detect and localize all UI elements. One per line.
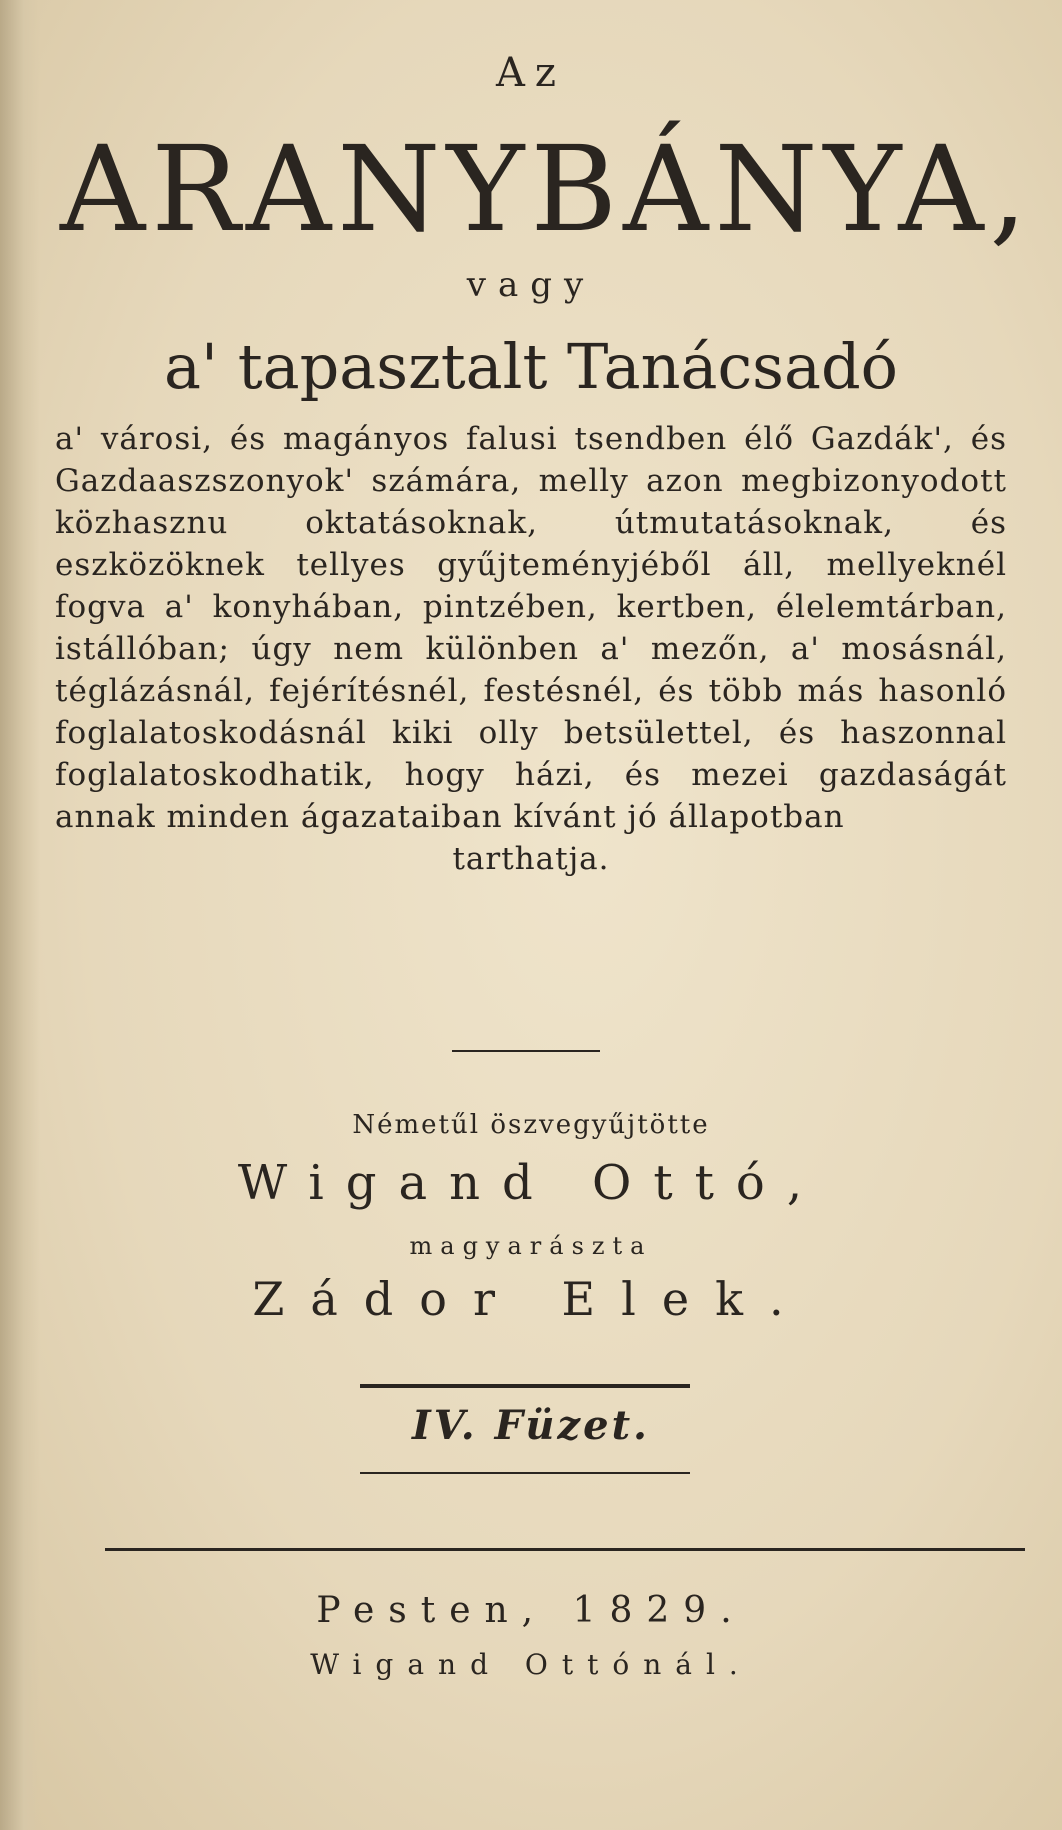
description-end: tarthatja. (452, 841, 610, 877)
subtitle: a' tapasztalt Tanácsadó (164, 330, 898, 403)
divider-short (452, 1050, 600, 1052)
translated-by-label: magyarászta (409, 1232, 653, 1260)
divider-thick (360, 1384, 690, 1388)
translator-name: Zádor Elek. (252, 1272, 810, 1326)
divider-thin (360, 1472, 690, 1474)
title-conjunction: vagy (466, 265, 596, 305)
title-article: Az (496, 50, 566, 96)
divider-long (105, 1548, 1025, 1551)
author-name: Wigand Ottó, (237, 1155, 825, 1211)
description-paragraph (55, 418, 1007, 880)
description-text: a' városi, és magányos falusi tsendben élő Gazdák', és Gazdaaszszonyok' számára, melly azon megbizonyodott közhasznu oktatásoknak, útmutatásoknak, és eszközöknek tellyes gyűjteményjéből áll, mellyeknél fogva a' konyhában, pintzében, kertben, élelemtárban, istállóban; úgy nem különben a' mezőn, a' mosásnál, téglázásnál, fejérítésnél, festésnél, és több más hasonló foglalatoskodásnál kiki olly betsülettel, és haszonnal foglalatoskodhatik, hogy házi, és mezei gazdaságát annak minden ágazataiban kívánt jó állapotban (55, 421, 1007, 835)
main-title: ARANYBÁNYA, (60, 120, 1034, 258)
imprint-place-year: Pesten, 1829. (316, 1590, 746, 1631)
volume-label: IV. Füzet. (412, 1402, 650, 1449)
imprint-publisher: Wigand Ottónál. (310, 1648, 752, 1681)
compiled-by-label: Németűl öszvegyűjtötte (352, 1110, 710, 1140)
